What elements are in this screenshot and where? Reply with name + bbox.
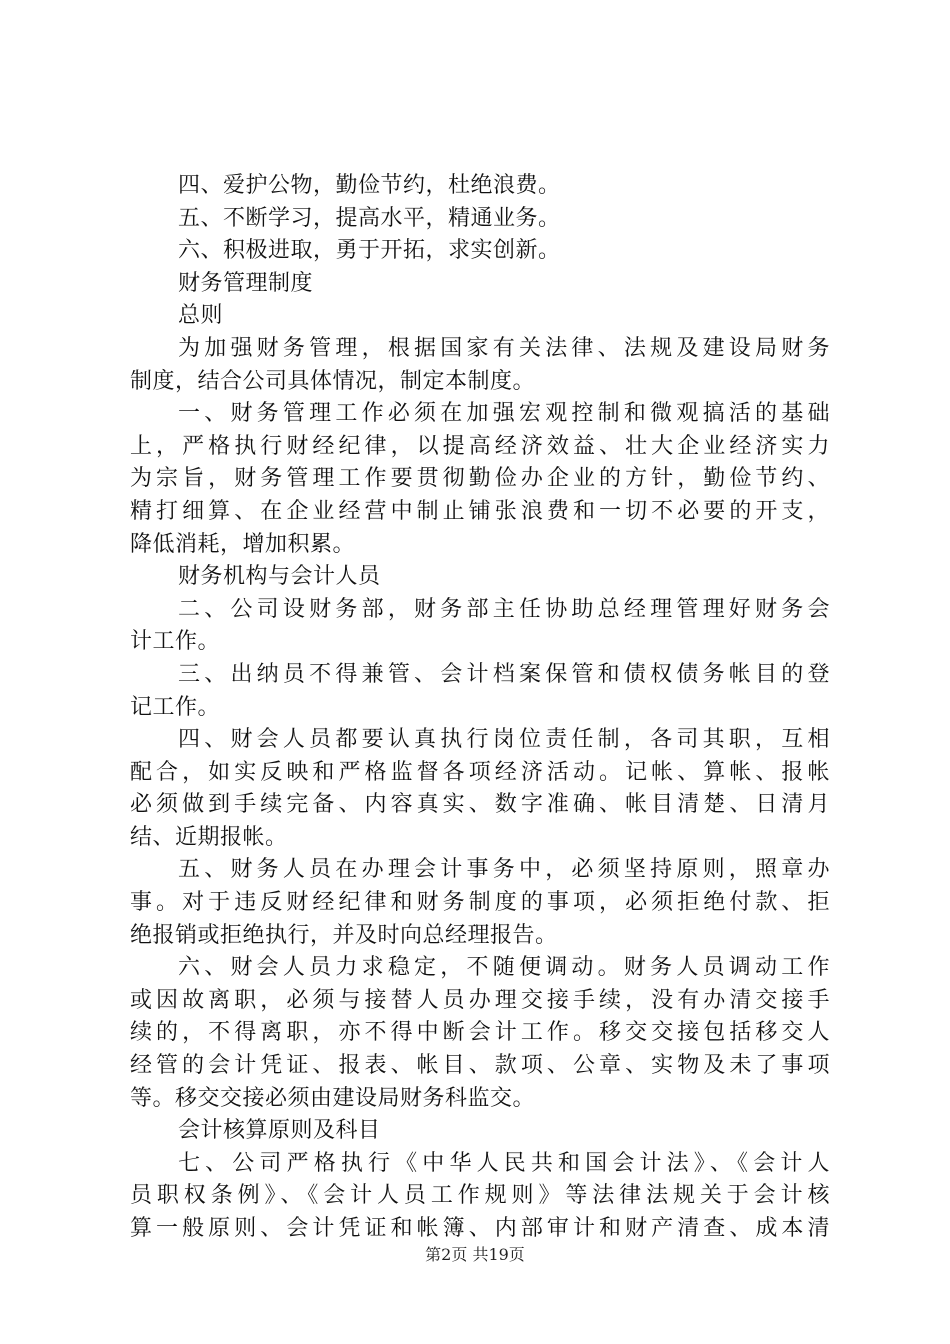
paragraph-line: 三、出纳员不得兼管、会计档案保管和债权债务帐目的登 xyxy=(178,661,830,687)
paragraph-line: 绝报销或拒绝执行，并及时向总经理报告。 xyxy=(130,922,558,948)
paragraph-line: 六、积极进取，勇于开拓，求实创新。 xyxy=(178,238,561,264)
paragraph-line: 为加强财务管理，根据国家有关法律、法规及建设局财务 xyxy=(178,335,830,361)
paragraph-line: 经管的会计凭证、报表、帐目、款项、公章、实物及未了事项 xyxy=(130,1053,830,1079)
paragraph-line: 计工作。 xyxy=(130,629,221,655)
section-heading: 总则 xyxy=(178,303,224,329)
paragraph-line: 或因故离职，必须与接替人员办理交接手续，没有办清交接手 xyxy=(130,987,830,1013)
paragraph-line: 结、近期报帐。 xyxy=(130,824,288,850)
paragraph-line: 必须做到手续完备、内容真实、数字准确、帐目清楚、日清月 xyxy=(130,792,830,818)
paragraph-line: 为宗旨，财务管理工作要贯彻勤俭办企业的方针，勤俭节约、 xyxy=(130,466,830,492)
paragraph-line: 七、公司严格执行《中华人民共和国会计法》、《会计人 xyxy=(178,1150,830,1176)
paragraph-line: 精打细算、在企业经营中制止铺张浪费和一切不必要的开支， xyxy=(130,498,830,524)
paragraph-line: 一、财务管理工作必须在加强宏观控制和微观搞活的基础 xyxy=(178,401,830,427)
paragraph-line: 记工作。 xyxy=(130,694,221,720)
section-heading: 会计核算原则及科目 xyxy=(178,1118,381,1144)
paragraph-line: 等。移交交接必须由建设局财务科监交。 xyxy=(130,1085,536,1111)
paragraph-line: 六、财会人员力求稳定，不随便调动。财务人员调动工作 xyxy=(178,955,830,981)
paragraph-line: 算一般原则、会计凭证和帐簿、内部审计和财产清查、成本清 xyxy=(130,1216,830,1241)
paragraph-line: 制度，结合公司具体情况，制定本制度。 xyxy=(130,368,536,394)
document-body xyxy=(130,170,830,1246)
paragraph-line: 二、公司设财务部，财务部主任协助总经理管理好财务会 xyxy=(178,596,830,622)
paragraph-line: 续的，不得离职，亦不得中断会计工作。移交交接包括移交人 xyxy=(130,1020,830,1046)
paragraph-line: 配合，如实反映和严格监督各项经济活动。记帐、算帐、报帐 xyxy=(130,759,830,785)
paragraph-line: 上，严格执行财经纪律，以提高经济效益、壮大企业经济实力 xyxy=(130,433,830,459)
section-heading: 财务管理制度 xyxy=(178,270,314,296)
paragraph-line: 员职权条例》、《会计人员工作规则》等法律法规关于会计核 xyxy=(130,1183,830,1209)
paragraph-line: 四、财会人员都要认真执行岗位责任制，各司其职，互相 xyxy=(178,727,830,753)
section-heading: 财务机构与会计人员 xyxy=(178,564,381,590)
paragraph-line: 五、财务人员在办理会计事务中，必须坚持原则，照章办 xyxy=(178,857,830,883)
page-number: 第2页 共19页 xyxy=(425,1245,525,1264)
paragraph-line: 降低消耗，增加积累。 xyxy=(130,531,356,557)
paragraph-line: 四、爱护公物，勤俭节约，杜绝浪费。 xyxy=(178,173,561,198)
paragraph-line: 五、不断学习，提高水平，精通业务。 xyxy=(178,205,561,231)
paragraph-line: 事。对于违反财经纪律和财务制度的事项，必须拒绝付款、拒 xyxy=(130,890,830,916)
